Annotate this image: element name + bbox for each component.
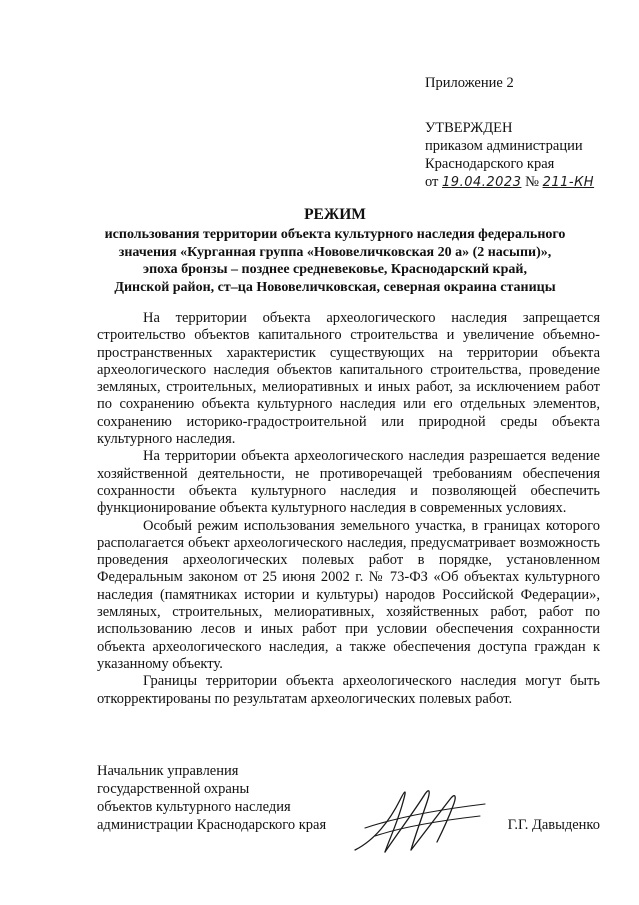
title-line-4: Динской район, ст–ца Нововеличковская, северная окраина станицы [114,279,556,295]
signatory-position-line-4: администрации Краснодарского края [97,817,327,833]
handwritten-order-number: 211-КН [542,175,595,190]
signatory-position [97,762,377,834]
approval-line-1: приказом администрации [425,138,583,154]
appendix-label: Приложение 2 [425,75,514,91]
body-paragraph-3: Особый режим использования земельного участка, в границах которого располагается объект археологического наследия, предусматривает возможность проведения археологических полевых работ в порядке, установленном Федеральным законом от 25 июня 2002 г. № 73-ФЗ «Об объектах культурного наследия (памятниках истории и культуры) народов Российской Федерации», земляных, строительных, мелиоративных, хозяйственных работ, работ по использованию лесов и иных работ при условии обеспечения сохранности объекта археологического наследия, а также обеспечения доступа граждан к указанному объекту. [97,517,600,672]
approval-line-2: Краснодарского края [425,156,555,172]
handwritten-signature [345,780,495,860]
title-line-1: использования территории объекта культурного наследия федерального [104,227,566,242]
title-line-3: эпоха бронзы – позднее средневековье, Краснодарский край, [143,262,527,277]
order-date-number-line [425,173,625,192]
approved-heading: УТВЕРЖДЕН [425,120,513,136]
body-paragraph-4: Границы территории объекта археологического наследия могут быть откорректированы по результатам археологических полевых работ. [97,673,600,707]
signatory-position-line-3: объектов культурного наследия [97,799,291,815]
body-paragraph-2: На территории объекта археологического наследия разрешается ведение хозяйственной деятельности, не противоречащей требованиям обеспечения сохранности объекта культурного наследия и позволяющей обеспечить функционирование объекта культурного наследия в современных условиях. [97,448,600,517]
document-title: РЕЖИМ [304,206,366,223]
signatory-position-line-2: государственной охраны [97,781,250,797]
signatory-position-line-1: Начальник управления [97,763,239,779]
document-body [97,310,600,708]
signatory-name: Г.Г. Давыденко [507,817,600,833]
handwritten-date: 19.04.2023 [442,175,522,190]
approval-stamp-block [425,74,625,192]
date-prefix: от [425,174,439,190]
document-title-block [70,205,600,296]
body-paragraph-1: На территории объекта археологического наследия запрещается строительство объектов капитального строительства и увеличение объемно-пространственных характеристик существующих на территории объекта археологического наследия объектов капитального строительства, проведение земляных, строительных, мелиоративных и иных работ, за исключением работ по сохранению объекта культурного наследия или его отдельных элементов, сохранению историко-градостроительной или природной среды объекта культурного наследия. [97,310,600,448]
number-prefix: № [525,174,539,190]
title-line-2: значения «Курганная группа «Нововеличковская 20 а» (2 насыпи)», [118,244,552,260]
